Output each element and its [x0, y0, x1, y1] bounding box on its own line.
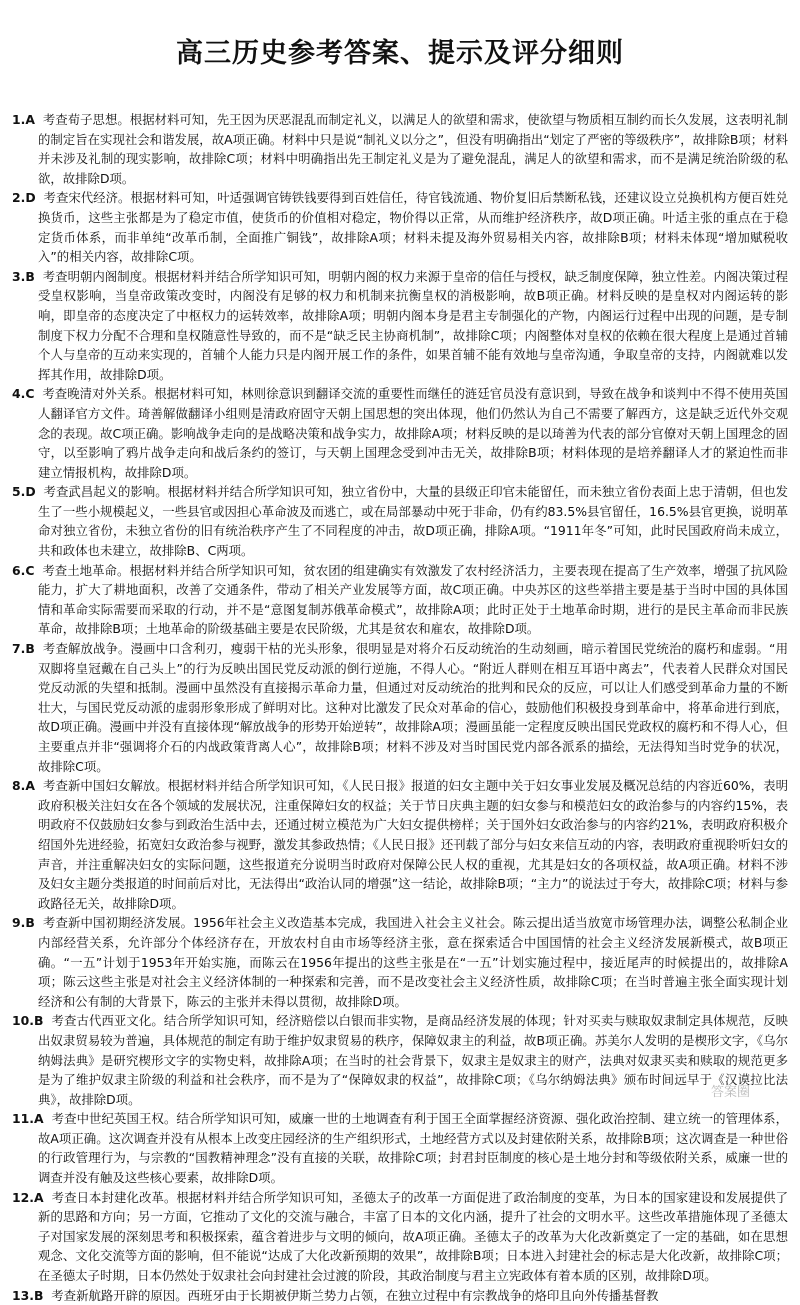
- answer-number: 13.B: [12, 1287, 44, 1303]
- answer-item: [12, 1109, 788, 1187]
- answer-item: [12, 110, 788, 188]
- answer-number: 2.D: [12, 190, 36, 206]
- answer-item: [12, 267, 788, 385]
- answer-explanation: 考查土地革命。根据材料并结合所学知识可知，贫农团的组建确实有效激发了农村经济活力，主要表现在提高了生产效率，增强了抗风险能力，扩大了耕地面积，改善了交通条件，带动了相关产业发展等方面，故C项正确。中央苏区的这些举措主要是基于当时中国的具体国情和革命实际需要而采取的行动，并不是“意图复制苏俄革命模式”，故排除A项；此时正处于土地革命时期，进行的是民主革命而非民族革命，故排除B项；土地革命的阶级基础主要是农民阶级，尤其是贫农和雇农，故排除D项。: [38, 562, 788, 637]
- answer-explanation: 考查宋代经济。根据材料可知，叶适强调官铸铁钱要得到百姓信任，待官钱流通、物价复旧后禁断私钱，还建议设立兑换机构方便百姓兑换货币，这些主张都是为了稳定市值，使货币的价值相对稳定，物价得以正常，从而维护经济秩序，故D项正确。叶适主张的重点在于稳定货币体系，而非单纯“改革币制，全面推广铜钱”，故排除A项；材料未提及海外贸易相关内容，故排除B项；材料未体现“增加赋税收入”的相关内容，故排除C项。: [38, 190, 788, 265]
- answer-item: [12, 561, 788, 639]
- answer-explanation: 考查解放战争。漫画中口含利刃，瘦弱干枯的光头形象，很明显是对将介石反动统治的生动刻画，暗示着国民党统治的腐朽和虚弱。“用双脚将皇冠戴在自己头上”的行为反映出国民党反动派的倒行逆施，不得人心。“附近人群则在相互耳语中离去”，代表着人民群众对国民党反动派的失望和抵制。漫画中虽然没有直接揭示革命力量，但通过对反动统治的批判和民众的反应，可以让人们感受到革命力量的不断壮大，与国民党反动派的虚弱形象形成了鲜明对比。这种对比激发了民众对革命的信心，鼓励他们积极投身到革命中，将革命进行到底，故D项正确。漫画中并没有直接体现“解放战争的形势开始逆转”，故排除A项；漫画虽能一定程度反映出国民党政权的腐朽和不得人心，但主要重点并非“强调将介石的内战政策背离人心”，故排除B项；材料不涉及对当时国民党内部各派系的描绘，无法得知当时党争的状况，故排除C项。: [38, 641, 788, 774]
- answer-number: 8.A: [12, 778, 35, 794]
- answer-explanation: 考查新中国初期经济发展。1956年社会主义改造基本完成，我国进入社会主义社会。陈云提出适当放宽市场管理办法，调整公私制企业内部经营关系，允许部分个体经济存在，开放农村自由市场等经济主张，意在探索适合中国国情的社会主义经济发展新模式，故B项正确。“一五”计划于1953年开始实施，而陈云在1956年提出的这些主张是在“一五”计划实施过程中，接近尾声的时候提出的，故排除A项；陈云这些主张是对社会主义经济体制的一种探索和完善，而不是改变社会主义经济性质，故排除C项；在当时普遍主张全面实现计划经济和公有制的大背景下，陈云的主张并未得以贯彻，故排除D项。: [38, 915, 788, 1009]
- answer-item: [12, 482, 788, 560]
- answer-number: 5.D: [12, 484, 36, 500]
- answer-item: [12, 1286, 788, 1305]
- answer-number: 1.A: [12, 112, 35, 127]
- question-list: [12, 110, 788, 1305]
- answer-number: 10.B: [12, 1013, 44, 1029]
- answer-number: 9.B: [12, 915, 35, 931]
- answer-number: 4.C: [12, 386, 35, 402]
- answer-item: [12, 1011, 788, 1109]
- answer-item: [12, 384, 788, 482]
- answer-number: 11.A: [12, 1111, 44, 1127]
- answer-item: [12, 776, 788, 913]
- answer-explanation: 考查武昌起义的影响。根据材料并结合所学知识可知，独立省份中，大量的县级正印官未能留任，而未独立省份表面上忠于清朝，但也发生了一些小规模起义，一些县官或因担心革命波及而逃亡，或在局部暴动中死于非命，仍有约83.5%县官留任，16.5%县官更换，说明革命对独立省份，未独立省份的旧有统治秩序产生了不同程度的冲击，故D项正确，排除A项。“1911年冬”可知，此时民国政府尚未成立，共和政体也未建立，故排除B、C两项。: [38, 484, 788, 559]
- page-title: 高三历史参考答案、提示及评分细则: [176, 38, 624, 69]
- answer-item: [12, 913, 788, 1011]
- answer-explanation: 考查新航路开辟的原因。西班牙由于长期被伊斯兰势力占领，在独立过程中有宗教战争的烙印且向外传播基督教: [51, 1287, 659, 1303]
- answer-explanation: 考查日本封建化改革。根据材料并结合所学知识可知，圣德太子的改革一方面促进了政治制度的变革，为日本的国家建设和发展提供了新的思路和方向；另一方面，它推动了文化的交流与融合，丰富了日本的文化内涵，提升了社会的文明水平。这些改革措施体现了圣德太子对国家发展的深刻思考和积极探索，蕴含着进步与文明的倾向，故A项正确。圣德太子的改革为大化改新奠定了一定的基础，如在思想观念、文化交流等方面的影响，但不能说“达成了大化改新预期的效果”，故排除B项；日本进入封建社会的标志是大化改新，故排除C项；在圣德太子时期，日本仍然处于奴隶社会向封建社会过渡的阶段，其政治制度与君主立宪政体有着本质的区别，故排除D项。: [38, 1189, 788, 1284]
- answer-number: 12.A: [12, 1189, 44, 1205]
- answer-number: 6.C: [12, 562, 35, 578]
- answer-explanation: 考查明朝内阁制度。根据材料并结合所学知识可知，明朝内阁的权力来源于皇帝的信任与授权，缺乏制度保障，独立性差。内阁决策过程受皇权影响，当皇帝政策改变时，内阁没有足够的权力和机制来抗衡皇权的消极影响，故B项正确。材料反映的是皇权对内阁运转的影响，即皇帝的态度决定了中枢权力的运转效率，故排除A项；明朝内阁本身是君主专制强化的产物，内阁运行过程中出现的问题，是专制制度下权力分配不合理和皇权随意性导致的，而不是“缺乏民主协商机制”，故排除C项；内阁整体对皇权的依赖在很大程度上是通过首辅个人与皇帝的互动来实现的，首辅个人能力只是内阁开展工作的条件，如果首辅不能有效地与皇帝沟通，争取皇帝的支持，内阁就难以发挥其作用，故排除D项。: [38, 268, 788, 382]
- answer-number: 7.B: [12, 641, 35, 657]
- answer-explanation: 考查晚清对外关系。根据材料可知，林则徐意识到翻译交流的重要性而继任的涟廷官员没有意识到，导致在战争和谈判中不得不使用英国人翻译官方文件。琦善解做翻译小组则是清政府固守天朝上国思想的突出体现，他们仍然认为自己不需要了解西方，这是缺乏近代外交观念的表现。故C项正确。影响战争走向的是战略决策和战争实力，故排除A项；材料反映的是以琦善为代表的部分官僚对天朝上国理念的固守，以至影响了鸦片战争走向和战后条约的签订，与天朝上国理念受到冲击无关，故排除B项；材料体现的是培养翻译人才的紧迫性而非建立情报机构，故排除D项。: [38, 386, 788, 480]
- answer-explanation: 考查新中国妇女解放。根据材料并结合所学知识可知，《人民日报》报道的妇女主题中关于妇女事业发展及概况总结的内容近60%，表明政府积极关注妇女在各个领域的发展状况，注重保障妇女的权益；关于节日庆典主题的妇女参与和模范妇女的政治参与的内容约15%，表明政府不仅鼓励妇女参与到政治生活中去，还通过树立模范为广大妇女提供榜样；关于国外妇女政治参与的内容约21%，表明政府积极介绍国外先进经验，拓宽妇女政治参与视野，激发其参政热情；《人民日报》还刊载了部分与妇女来信互动的内容，表明政府重视聆听妇女的声音，并注重解决妇女的实际问题，这些报道充分说明当时政府对保障公民人权的重视，尤其是妇女的各项权益，故A项正确。材料不涉及妇女主题分类报道的时间前后对比，无法得出“政治认同的增强”这一结论，故排除B项；“主力”的说法过于夸大，故排除C项；材料与参政路径无关，故排除D项。: [38, 778, 788, 911]
- answer-number: 3.B: [12, 268, 35, 284]
- answer-item: [12, 639, 788, 776]
- answer-explanation: 考查荀子思想。根据材料可知，先王因为厌恶混乱而制定礼义，以满足人的欲望和需求，使欲望与物质相互制约而长久发展，这表明礼制的制定旨在实现社会和谐发展，故A项正确。材料中只是说“制礼义以分之”，但没有明确指出“划定了严密的等级秩序”，故排除B项；材料并未涉及礼制的现实影响，故排除C项；材料中明确指出先王制定礼义是为了避免混乱，满足人的欲望和需求，而不是满足统治阶级的私欲，故排除D项。: [38, 112, 788, 186]
- answer-item: [12, 1188, 788, 1286]
- answer-explanation: 考查中世纪英国王权。结合所学知识可知，威廉一世的土地调查有利于国王全面掌握经济资源、强化政治控制、建立统一的管理体系，故A项正确。这次调查并没有从根本上改变庄园经济的生产组织形式，土地经营方式以及封建依附关系，故排除B项；这次调查是一种世俗的行政管理行为，与宗教的“国教精神理念”没有直接的关联，故排除C项；封君封臣制度的核心是土地分封和等级依附关系，威廉一世的调查并没有触及这些核心要素，故排除D项。: [38, 1111, 788, 1186]
- answer-explanation: 考查古代西亚文化。结合所学知识可知，经济赔偿以白银而非实物，是商品经济发展的体现；针对买卖与赎取奴隶制定具体规范，反映出奴隶贸易较为普遍，具体规范的制定有助于维护奴隶贸易的秩序，保障奴隶主的利益，故B项正确。苏美尔人发明的是楔形文字，《乌尔纳姆法典》是研究楔形文字的实物史料，故排除A项；在当时的社会背景下，奴隶主是奴隶主的财产，法典对奴隶买卖和赎取的规范更多是为了维护奴隶主阶级的利益和社会秩序，而不是为了“保障奴隶的权益”，故排除C项；《乌尔纳姆法典》颁布时间远早于《汉谟拉比法典》，故排除D项。: [38, 1013, 788, 1107]
- answer-item: [12, 188, 788, 266]
- watermark: 答案圈: [710, 1085, 750, 1100]
